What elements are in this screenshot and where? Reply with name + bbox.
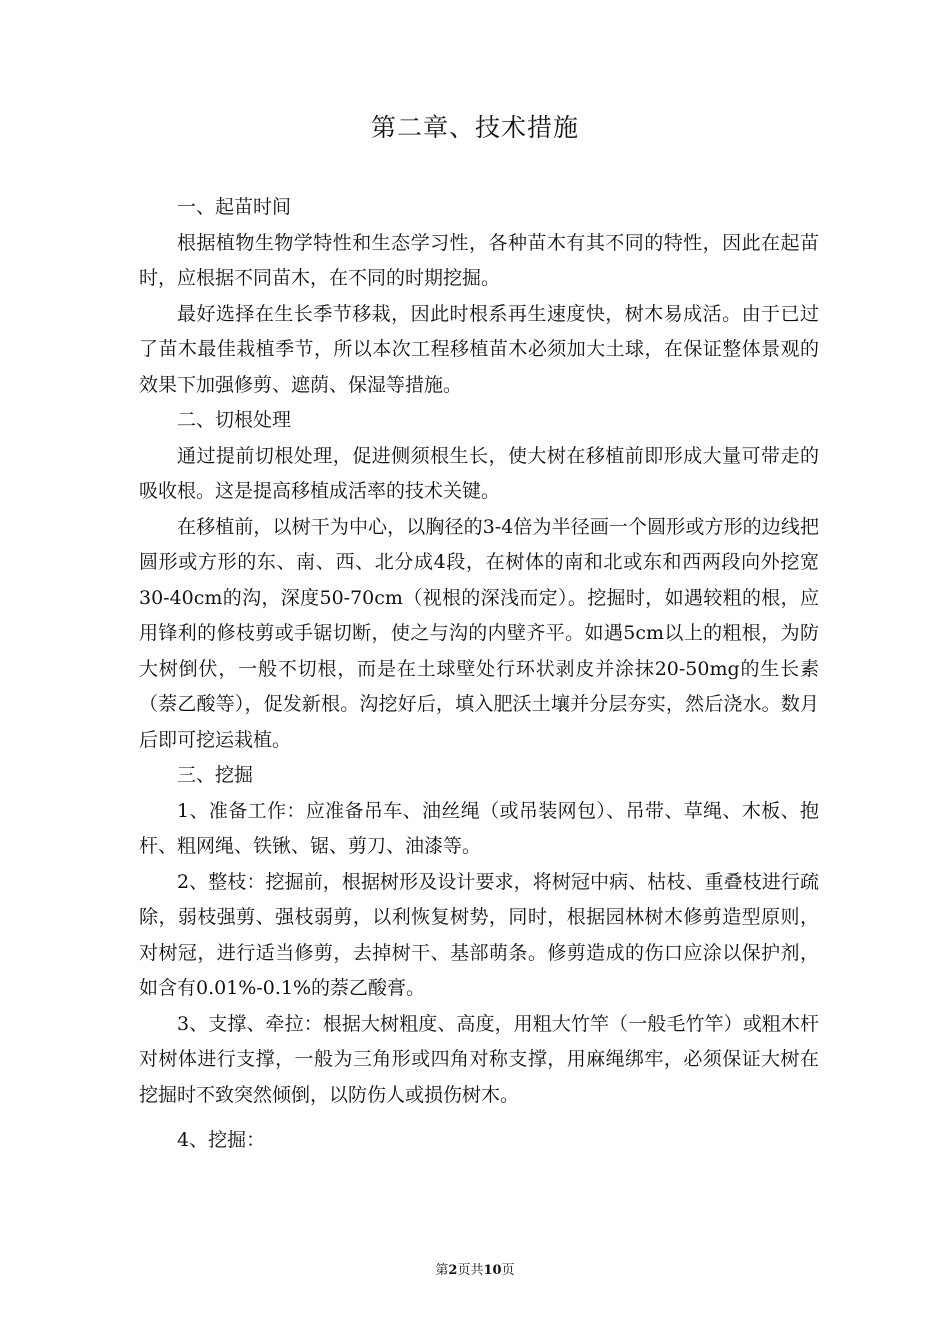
page-footer <box>0 1259 950 1278</box>
chapter-title: 第二章、技术措施 <box>370 113 579 142</box>
total-page-number: 10 <box>483 1263 502 1278</box>
list-item: 2、整枝：挖掘前，根据树形及设计要求，将树冠中病、枯枝、重叠枝进行疏除，弱枝强剪、强枝弱剪，以利恢复树势，同时，根据园林树木修剪造型原则，对树冠，进行适当修剪，去掉树干、基部萌条。修剪造成的伤口应涂以保护剂，如含有0.01%-0.1%的萘乙酸膏。 <box>139 870 819 999</box>
list-item: 4、挖掘： <box>177 1129 266 1151</box>
current-page-number: 2 <box>448 1263 458 1278</box>
footer-prefix: 第 <box>435 1263 449 1278</box>
list-item: 3、支撑、牵拉：根据大树粗度、高度，用粗大竹竿（一般毛竹竿）或粗木杆对树体进行支撑，一般为三角形或四角对称支撑，用麻绳绑牢，必须保证大树在挖掘时不致突然倾倒，以防伤人或损伤树木。 <box>139 1012 819 1106</box>
footer-suffix: 页 <box>501 1263 515 1278</box>
paragraph: 最好选择在生长季节移栽，因此时根系再生速度快，树木易成活。由于已过了苗木最佳栽植季节，所以本次工程移植苗木必须加大土球，在保证整体景观的效果下加强修剪、遮荫、保湿等措施。 <box>139 302 819 396</box>
document-body <box>139 190 819 1159</box>
paragraph: 通过提前切根处理，促进侧须根生长，使大树在移植前即形成大量可带走的吸收根。这是提高移植成活率的技术关键。 <box>139 444 819 502</box>
list-item: 1、准备工作：应准备吊车、油丝绳（或吊装网包）、吊带、草绳、木板、抱杆、粗网绳、铁锹、锯、剪刀、油漆等。 <box>139 799 819 857</box>
section-heading-1: 一、起苗时间 <box>177 196 292 218</box>
paragraph: 根据植物生物学特性和生态学习性，各种苗木有其不同的特性，因此在起苗时，应根据不同苗木，在不同的时期挖掘。 <box>139 231 819 289</box>
footer-middle: 页共 <box>457 1263 484 1278</box>
section-heading-2: 二、切根处理 <box>177 409 292 431</box>
paragraph: 在移植前，以树干为中心，以胸径的3-4倍为半径画一个圆形或方形的边线把圆形或方形的东、南、西、北分成4段，在树体的南和北或东和西两段向外挖宽30-40cm的沟，深度50-70cm（视根的深浅而定）。挖掘时，如遇较粗的根，应用锋利的修枝剪或手锯切断，使之与沟的内壁齐平。如遇5cm以上的粗根，为防大树倒伏，一般不切根，而是在土球壁处行环状剥皮并涂抹20-50mg的生长素（萘乙酸等），促发新根。沟挖好后，填入肥沃土壤并分层夯实，然后浇水。数月后即可挖运栽植。 <box>139 515 819 751</box>
section-heading-3: 三、挖掘 <box>177 764 254 786</box>
